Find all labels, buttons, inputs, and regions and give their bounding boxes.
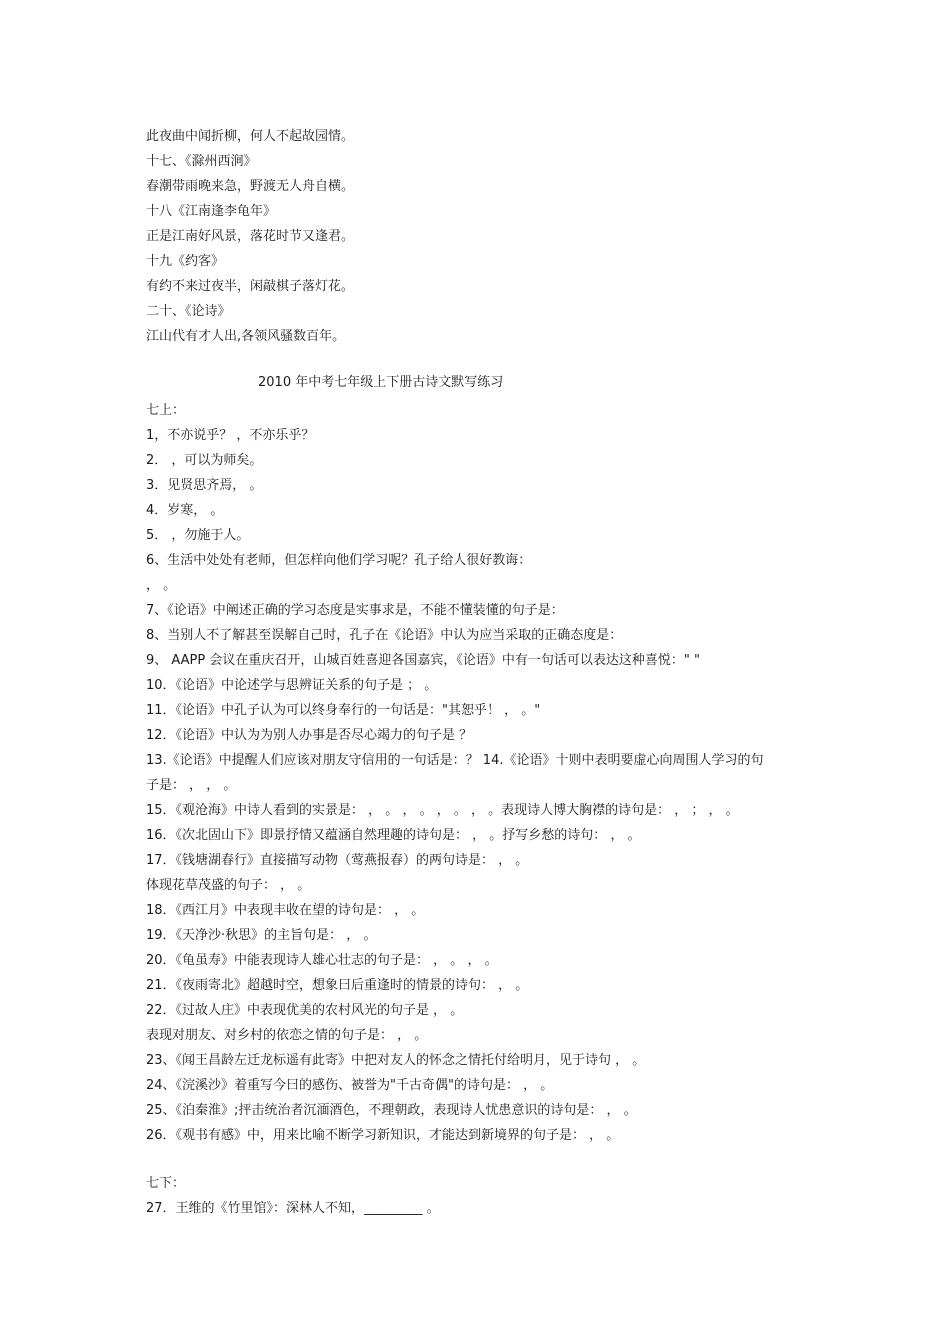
question-line: 5． ，勿施于人。 [146,528,250,543]
question-line: 4．岁寒， 。 [146,503,224,518]
text-line: 二十、《论诗》 [146,304,231,319]
question-line: 表现对朋友、对乡村的依恋之情的句子是： ， 。 [146,1028,428,1043]
text-line: 十八《江南逢李龟年》 [146,204,277,219]
question-line: 20．《龟虽寿》中能表现诗人雄心壮志的句子是： ， 。 ， 。 [146,953,498,968]
question-line: 17．《钱塘湖春行》直接描写动物（莺燕报春）的两句诗是： ， 。 [146,853,529,868]
question-line: 12．《论语》中认为为别人办事是否尽心竭力的句子是 ？ [146,728,473,743]
question-line: 3．见贤思齐焉， 。 [146,478,263,493]
question-line: 2． ，可以为师矣。 [146,453,263,468]
question-line: 7、《论语》中阐述正确的学习态度是实事求是，不能不懂装懂的句子是： [146,603,564,618]
question-line: 21．《夜雨寄北》超越时空，想象曰后重逢时的情景的诗句： ， 。 [146,978,529,993]
question-line: 26．《观书有感》中，用来比喻不断学习新知识，才能达到新境界的句子是： ， 。 [146,1128,620,1143]
question-line: 11．《论语》中孔子认为可以终身奉行的一句话是："其恕乎！ ， 。" [146,703,541,718]
text-line: 此夜曲中闻折柳，何人不起故园情。 [146,129,355,144]
question-line: ， 。 [146,578,177,593]
question-line: 18．《西江月》中表现丰收在望的诗句是： ， 。 [146,903,425,918]
question-line: 23、《闻王昌龄左迁龙标遥有此寄》中把对友人的怀念之情托付给明月，见于诗句 ， 。 [146,1053,646,1068]
text-line: 十九《约客》 [146,254,225,269]
text-line: 江山代有才人出,各领风骚数百年。 [146,329,346,344]
text-line: 有约不来过夜半，闲敲棋子落灯花。 [146,279,355,294]
text-line: 正是江南好风景，落花时节又逢君。 [146,229,355,244]
question-line: 13.《论语》中提醒人们应该对朋友守信用的一句话是：？ 14.《论语》十则中表明要虚心向周围人学习的句 [146,753,764,768]
question-line: 9、 AAPP 会议在重庆召开，山城百姓喜迎各国嘉宾，《论语》中有一句话可以表达这种喜悦：" " [146,653,700,668]
question-line: 10．《论语》中论述学与思辨证关系的句子是 ； 。 [146,678,438,693]
question-line: 16．《次北固山下》即景抒情又蕴涵自然理趣的诗句是： ， 。抒写乡愁的诗句： ， 。 [146,828,641,843]
question-line: 25、《泊秦淮》;抨击统治者沉湎酒色，不理朝政，表现诗人忧患意识的诗句是： ， 。 [146,1103,637,1118]
question-line: 6、生活中处处有老师，但怎样向他们学习呢？孔子给人很好教诲： [146,553,532,568]
question-line: 22．《过故人庄》中表现优美的农村风光的句子是 ， 。 [146,1003,464,1018]
question-line: 24、《浣溪沙》着重写今曰的感伤、被誉为"千古奇偶"的诗句是： ， 。 [146,1078,554,1093]
question-line: 8、当别人不了解甚至误解自己时，孔子在《论语》中认为应当采取的正确态度是： [146,628,623,643]
question-line: 子是： ， ， 。 [146,778,237,793]
section-heading-upper: 七上： [146,403,186,418]
question-line: 体现花草茂盛的句子： ， 。 [146,878,311,893]
question-line: 19．《天净沙·秋思》的主旨句是： ， 。 [146,928,377,943]
text-line: 春潮带雨晚来急，野渡无人舟自横。 [146,179,355,194]
section-heading-lower: 七下： [146,1176,186,1191]
section-title: 2010 年中考七年级上下册古诗文默写练习 [258,375,504,390]
text-line: 十七、《滁州西涧》 [146,154,257,169]
question-line: 1，不亦说乎？ ，不亦乐乎？ [146,428,315,443]
question-line: 15．《观沧海》中诗人看到的实景是： ， 。 ， 。 ， 。 ， 。表现诗人博大胸襟的诗句是： ， ； ， 。 [146,803,739,818]
question-line: 27．王维的《竹里馆》：深林人不知，_________ 。 [146,1201,440,1216]
